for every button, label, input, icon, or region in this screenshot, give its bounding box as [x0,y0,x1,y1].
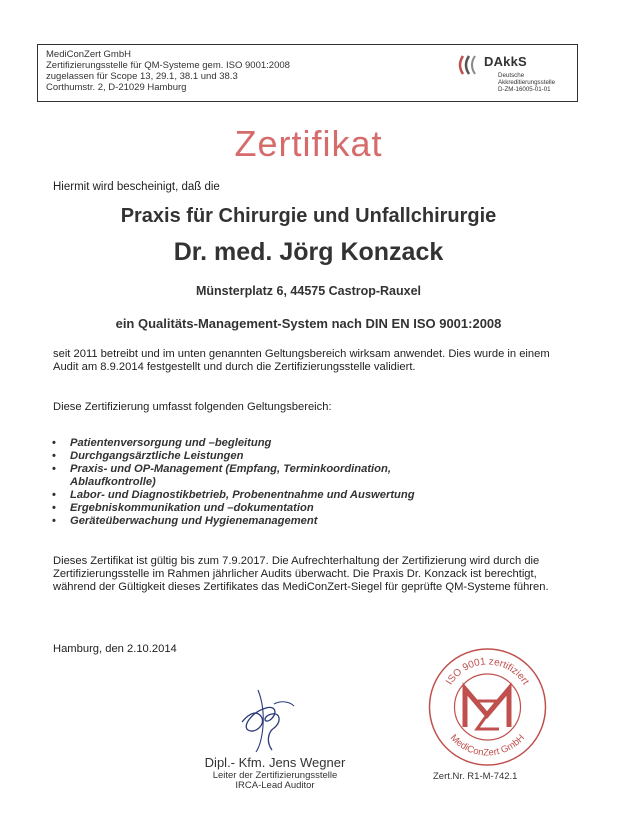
scope-item: • Praxis- und OP-Management (Empfang, Terminkoordination, Ablaufkontrolle) [53,463,553,489]
scope-intro: Diese Zertifizierung umfasst folgenden Geltungsbereich: [53,401,332,413]
signatory-role [190,771,360,791]
issuer-header [37,44,578,102]
system-statement: ein Qualitäts-Management-System nach DIN EN ISO 9001:2008 [115,316,502,331]
audit-paragraph: seit 2011 betreibt und im unten genannten Geltungsbereich wirksam anwendet. Dies wurde in einem Audit am 8.9.2014 festgestellt und durch die Zertifizierungsstelle validiert. [53,348,550,373]
organization-name: Praxis für Chirurgie und Unfallchirurgie [120,205,497,227]
validity-paragraph: Dieses Zertifikat ist gültig bis zum 7.9.2017. Die Aufrechterhaltung der Zertifizierung wird durch die Zertifizierungsstelle im Rahmen jährlicher Audits überwacht. Die Praxis Dr. Konzack ist berechtigt, während der Gültigkeit dieses Zertifikates das MediConZert-Siegel für geprüfte QM-Systeme führen. [53,555,549,593]
scope-list [53,437,553,528]
signature-icon [232,682,300,754]
signatory-name: Dipl.- Kfm. Jens Wegner [204,755,346,770]
scope-item: • Geräteüberwachung und Hygienemanagement [53,515,553,528]
dakks-logo-icon [456,54,482,76]
organization-address: Münsterplatz 6, 44575 Castrop-Rauxel [195,284,422,298]
signatory-role-line: IRCA-Lead Auditor [235,780,315,791]
scope-item: • Patientenversorgung und –begleitung [53,437,553,450]
dakks-sub-line: Deutsche [498,72,525,79]
iso-seal-icon [425,645,550,770]
signatory-role-line: Leiter der Zertifizierungsstelle [212,770,338,781]
dakks-sub-line: D-ZM-16005-01-01 [498,86,551,94]
issuer-line: Corthumstr. 2, D-21029 Hamburg [46,82,187,93]
certificate-number: Zert.Nr. R1-M-742.1 [433,771,518,782]
seal-bottom-text: MediConZert GmbH [447,732,528,759]
scope-item: • Durchgangsärztliche Leistungen [53,450,553,463]
seal-top-text: ISO 9001 zertifiziert [444,656,531,687]
scope-item: • Labor- und Diagnostikbetrieb, Probenentnahme und Auswertung [53,489,553,502]
dakks-sub-line: Akkreditierungsstelle [498,79,556,87]
dakks-subtitle [498,72,555,94]
issuer-line: MediConZert GmbH [46,49,131,60]
organization-owner: Dr. med. Jörg Konzack [173,238,444,266]
issuer-line: zugelassen für Scope 13, 29.1, 38.1 und 38.3 [46,71,238,82]
place-date: Hamburg, den 2.10.2014 [53,643,177,655]
issuer-line: Zertifizierungsstelle für QM-Systeme gem. ISO 9001:2008 [46,60,290,71]
certificate-title: Zertifikat [234,123,383,164]
scope-item: • Ergebniskommunikation und –dokumentation [53,502,553,515]
lead-text: Hiermit wird bescheinigt, daß die [53,181,220,193]
issuer-address [46,49,290,93]
dakks-logo-text: DAkkS [484,54,527,69]
